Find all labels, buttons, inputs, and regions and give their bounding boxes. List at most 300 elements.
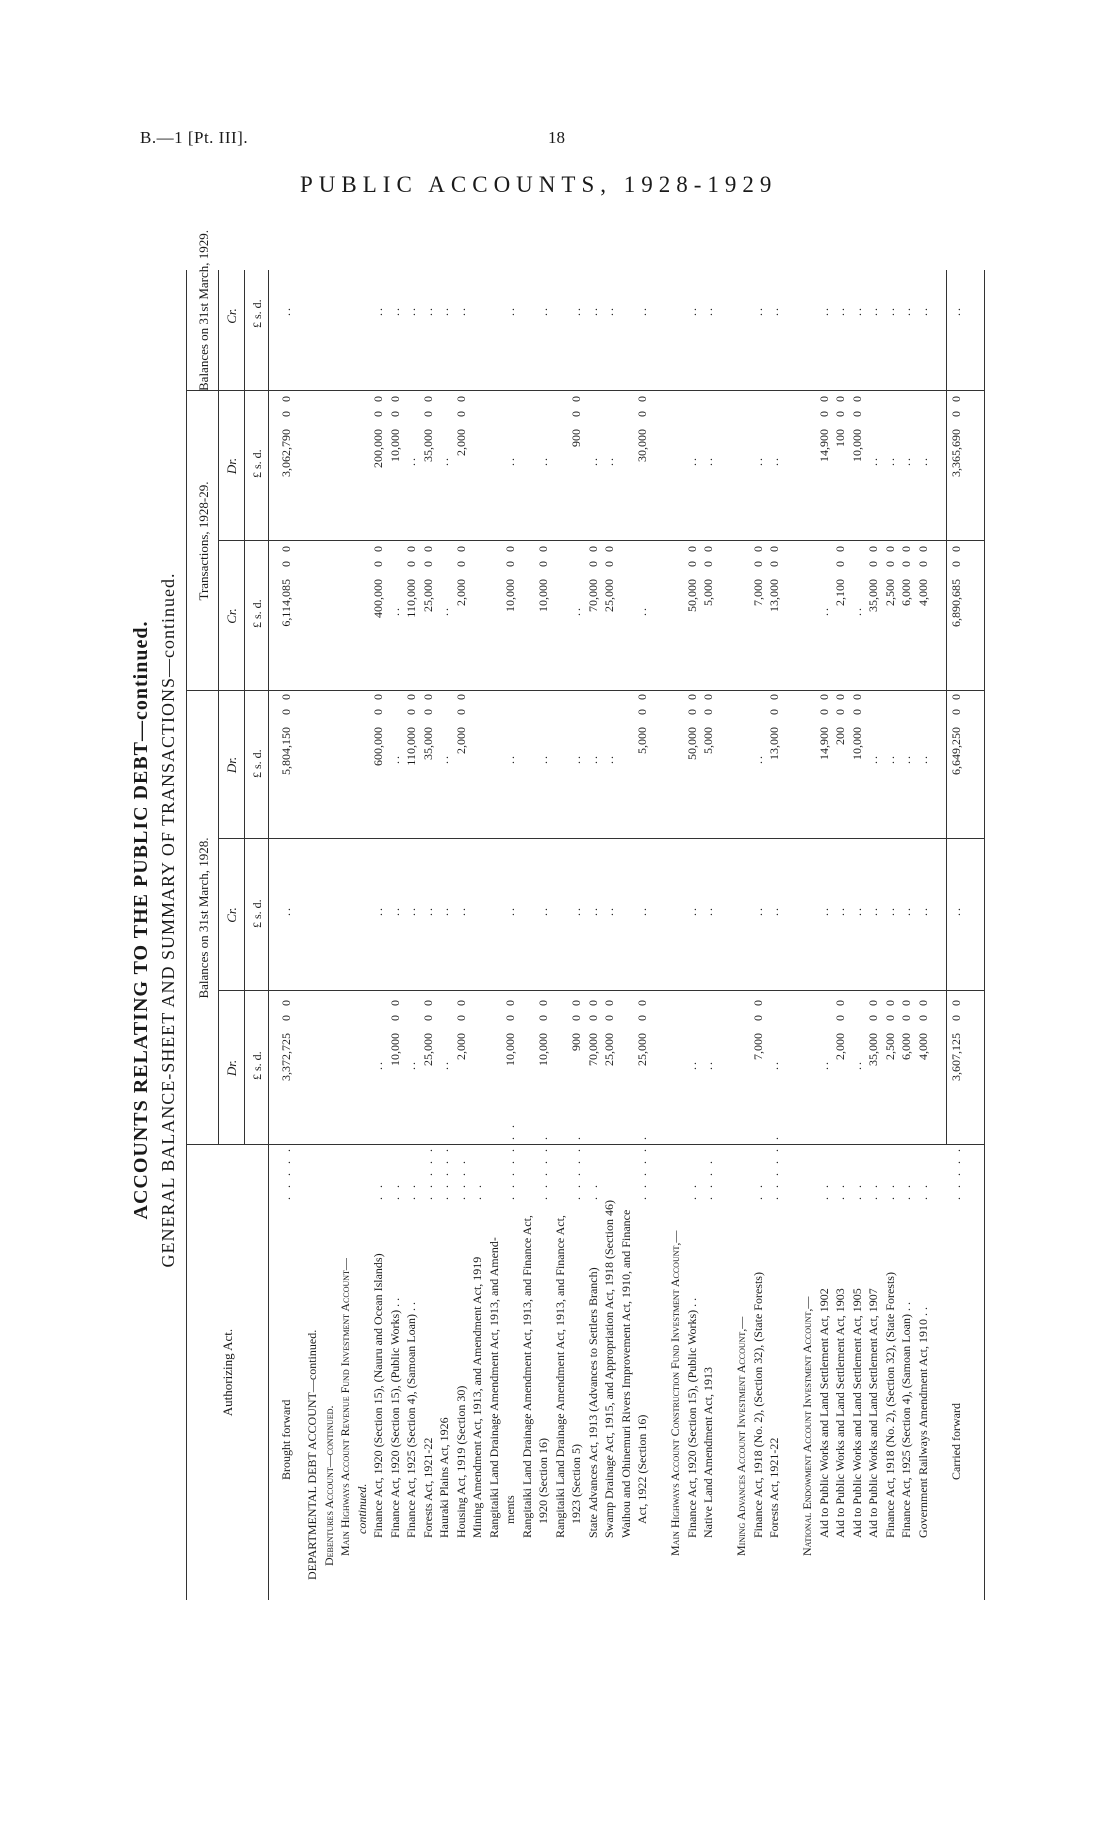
empty-marker: .. (437, 906, 451, 916)
amount-pounds: 2,000 (453, 727, 468, 754)
empty-marker: .. (750, 754, 765, 764)
amount-pence: 0 (279, 546, 293, 552)
table-row (280, 240, 293, 1600)
amount-shillings: 0 (420, 1015, 435, 1021)
leader-dots: . . . . . . (635, 1134, 649, 1200)
amount-pence: 0 (371, 396, 385, 402)
empty-marker: .. (899, 754, 913, 764)
empty-marker: .. (750, 306, 765, 316)
empty-marker: .. (948, 906, 963, 916)
row-label: Finance Act, 1920 (Section 15), (Public Works) . . (387, 1297, 402, 1538)
amount-pounds: 400,000 (371, 579, 385, 618)
amount-pence: 0 (371, 694, 385, 700)
empty-marker: .. (767, 306, 781, 316)
amount-pounds: 3,365,690 (948, 429, 963, 477)
row-label: Finance Act, 1920 (Section 15), (Nauru and Ocean Islands) (371, 1253, 385, 1538)
empty-marker: .. (816, 906, 831, 916)
amount-shillings: 0 (948, 411, 963, 417)
amount-pence: 0 (849, 396, 864, 402)
amount-pence: 0 (503, 1000, 517, 1006)
empty-marker: .. (569, 306, 583, 316)
table-row (867, 240, 880, 1600)
row-label: Finance Act, 1925 (Section 4), (Samoan Loan) . . (404, 1302, 418, 1538)
amount-pence: 0 (767, 694, 781, 700)
amount-shillings: 0 (279, 1015, 293, 1021)
empty-marker: .. (437, 306, 451, 316)
page-reference: B.—1 [Pt. III]. (140, 128, 249, 147)
amount-shillings: 0 (503, 561, 517, 567)
empty-marker: .. (701, 906, 715, 916)
empty-marker: .. (404, 1060, 418, 1070)
row-label: Native Land Amendment Act, 1913 (701, 1367, 715, 1538)
empty-marker: .. (404, 456, 418, 466)
table-row (752, 240, 765, 1600)
row-label: Government Railways Amendment Act, 1910 . . (915, 1307, 930, 1538)
leader-dots: . . (882, 1182, 897, 1200)
empty-marker: .. (387, 606, 402, 616)
amount-pence: 0 (767, 546, 781, 552)
amount-shillings: 0 (849, 709, 864, 715)
amount-pence: 0 (279, 694, 293, 700)
empty-marker: .. (585, 906, 600, 916)
amount-shillings: 0 (899, 561, 913, 567)
amount-pounds: 600,000 (371, 727, 385, 766)
table-row (917, 240, 930, 1600)
amount-shillings: 0 (750, 561, 765, 567)
subhead-dr-3: Dr. (224, 457, 239, 475)
amount-pounds: 25,000 (635, 1033, 649, 1066)
row-label: Waihou and Ohinemuri Rivers Improvement Act, 1910, and Finance (618, 1209, 633, 1538)
empty-marker: .. (767, 1060, 781, 1070)
empty-marker: .. (833, 306, 847, 316)
amount-pounds: 200 (833, 727, 847, 745)
amount-pounds: 200,000 (371, 429, 385, 468)
row-label: Main Highways Account Construction Fund Investment Account,— (668, 1230, 682, 1556)
table-row (719, 240, 732, 1600)
empty-marker: .. (701, 456, 715, 466)
amount-pence: 0 (816, 694, 831, 700)
table-row (306, 240, 319, 1600)
amount-shillings: 0 (569, 411, 583, 417)
amount-pence: 0 (635, 1000, 649, 1006)
amount-pence: 0 (849, 694, 864, 700)
amount-shillings: 0 (387, 1015, 402, 1021)
amount-shillings: 0 (684, 709, 699, 715)
table-row (801, 240, 814, 1600)
table-row (537, 240, 550, 1600)
subhead-dr-1: Dr. (224, 1059, 239, 1077)
col-header-balances-1928: Balances on 31st March, 1928. (196, 837, 211, 999)
table-row (620, 240, 633, 1600)
col-header-transactions: Transactions, 1928-29. (196, 481, 211, 601)
leader-dots: . . (684, 1182, 699, 1200)
leader-dots: . . (387, 1182, 402, 1200)
amount-pence: 0 (866, 546, 880, 552)
amount-pounds: 10,000 (503, 1033, 517, 1066)
amount-pence: 0 (569, 1000, 583, 1006)
empty-marker: .. (569, 606, 583, 616)
amount-pounds: 4,000 (915, 579, 930, 606)
amount-shillings: 0 (948, 1015, 963, 1021)
amount-pounds: 110,000 (404, 579, 418, 618)
empty-marker: .. (882, 456, 897, 466)
empty-marker: .. (437, 754, 451, 764)
table-row (471, 240, 484, 1600)
empty-marker: .. (503, 456, 517, 466)
amount-pence: 0 (833, 1000, 847, 1006)
row-label: Aid to Public Works and Land Settlement Act, 1903 (833, 1288, 847, 1538)
table-row (636, 240, 649, 1600)
table-row (653, 240, 666, 1600)
row-label: Forests Act, 1921-22 (420, 1437, 435, 1538)
amount-shillings: 0 (404, 561, 418, 567)
empty-marker: .. (371, 306, 385, 316)
amount-pounds: 70,000 (585, 579, 600, 612)
amount-shillings: 0 (279, 411, 293, 417)
rule-bottom (984, 270, 985, 1600)
amount-shillings: 0 (767, 709, 781, 715)
empty-marker: .. (602, 456, 616, 466)
amount-pounds: 6,890,685 (948, 579, 963, 627)
currency-header-2: £ s. d. (250, 899, 264, 928)
empty-marker: .. (849, 606, 864, 616)
row-label: Rangitaiki Land Drainage Amendment Act, 1913, and Finance Act, (552, 1215, 567, 1538)
amount-shillings: 0 (684, 561, 699, 567)
amount-shillings: 0 (915, 1015, 930, 1021)
empty-marker: .. (404, 906, 418, 916)
table-row (438, 240, 451, 1600)
amount-shillings: 0 (453, 709, 468, 715)
amount-pounds: 25,000 (602, 1033, 616, 1066)
amount-shillings: 0 (371, 411, 385, 417)
amount-pence: 0 (279, 1000, 293, 1006)
empty-marker: .. (882, 754, 897, 764)
amount-shillings: 0 (585, 1015, 600, 1021)
amount-pounds: 2,500 (882, 1033, 897, 1060)
amount-shillings: 0 (882, 561, 897, 567)
table-row (356, 240, 369, 1600)
empty-marker: .. (585, 306, 600, 316)
amount-pence: 0 (420, 546, 435, 552)
empty-marker: .. (569, 754, 583, 764)
amount-pounds: 14,900 (816, 727, 831, 760)
subhead-cr-3: Cr. (224, 308, 239, 324)
table-row (950, 240, 963, 1600)
amount-shillings: 0 (585, 561, 600, 567)
leader-dots: . . (915, 1182, 930, 1200)
table-row (851, 240, 864, 1600)
amount-pence: 0 (833, 396, 847, 402)
empty-marker: .. (453, 906, 468, 916)
page-number: 18 (548, 128, 565, 147)
row-label: Finance Act, 1920 (Section 15), (Public Works) . . (684, 1297, 699, 1538)
amount-pounds: 110,000 (404, 727, 418, 766)
amount-pence: 0 (833, 546, 847, 552)
empty-marker: .. (503, 306, 517, 316)
amount-pence: 0 (404, 546, 418, 552)
row-label: continued. (354, 1483, 369, 1534)
amount-pence: 0 (750, 1000, 765, 1006)
empty-marker: .. (750, 906, 765, 916)
amount-pounds: 3,062,790 (279, 429, 293, 477)
amount-shillings: 0 (948, 709, 963, 715)
amount-shillings: 0 (536, 1015, 550, 1021)
amount-shillings: 0 (635, 411, 649, 417)
leader-dots: . . . . . . . (503, 1122, 517, 1200)
amount-pounds: 2,000 (453, 579, 468, 606)
amount-pence: 0 (453, 694, 468, 700)
row-label: DEPARTMENTAL DEBT ACCOUNT—continued. (305, 1329, 319, 1580)
amount-shillings: 0 (701, 561, 715, 567)
empty-marker: .. (437, 1060, 451, 1070)
empty-marker: .. (915, 456, 930, 466)
table-row (933, 240, 946, 1600)
table-row (834, 240, 847, 1600)
leader-dots: . . . . . . (569, 1134, 583, 1200)
amount-shillings: 0 (536, 561, 550, 567)
amount-pence: 0 (387, 396, 402, 402)
amount-shillings: 0 (420, 561, 435, 567)
amount-shillings: 0 (602, 1015, 616, 1021)
row-label: Carried forward (948, 1403, 963, 1480)
empty-marker: .. (585, 754, 600, 764)
table-row (422, 240, 435, 1600)
rule-group (218, 270, 219, 1145)
amount-pounds: 5,000 (701, 579, 715, 606)
amount-pounds: 2,000 (453, 1033, 468, 1060)
amount-pence: 0 (915, 1000, 930, 1006)
amount-pence: 0 (453, 396, 468, 402)
empty-marker: .. (635, 606, 649, 616)
amount-shillings: 0 (833, 411, 847, 417)
leader-dots: . . (816, 1182, 831, 1200)
amount-shillings: 0 (420, 411, 435, 417)
col-header-balances-1929: Balances on 31st March, 1929. (196, 229, 211, 391)
empty-marker: .. (684, 306, 699, 316)
table-row (521, 240, 534, 1600)
empty-marker: .. (279, 906, 293, 916)
amount-pence: 0 (387, 1000, 402, 1006)
amount-pounds: 900 (569, 1033, 583, 1051)
rule-subhead (244, 270, 245, 1145)
currency-header-1: £ s. d. (250, 1051, 264, 1080)
amount-pence: 0 (635, 694, 649, 700)
row-label: Housing Act, 1919 (Section 30) (453, 1385, 468, 1538)
amount-pounds: 2,000 (833, 1033, 847, 1060)
amount-pounds: 3,372,725 (279, 1033, 293, 1081)
amount-pounds: 35,000 (866, 1033, 880, 1066)
amount-pence: 0 (536, 1000, 550, 1006)
amount-shillings: 0 (635, 1015, 649, 1021)
amount-pounds: 50,000 (684, 727, 699, 760)
leader-dots: . . . . (453, 1158, 468, 1200)
empty-marker: .. (701, 306, 715, 316)
amount-pounds: 5,000 (701, 727, 715, 754)
empty-marker: .. (833, 906, 847, 916)
amount-shillings: 0 (371, 709, 385, 715)
amount-pence: 0 (420, 694, 435, 700)
amount-shillings: 0 (387, 411, 402, 417)
amount-shillings: 0 (279, 709, 293, 715)
row-label: Finance Act, 1918 (No. 2), (Section 32), (State Forests) (750, 1272, 765, 1538)
table-row (554, 240, 567, 1600)
amount-pence: 0 (536, 546, 550, 552)
row-label: Finance Act, 1925 (Section 4), (Samoan Loan) . . (899, 1302, 913, 1538)
row-label: Aid to Public Works and Land Settlement Act, 1902 (816, 1288, 831, 1538)
amount-pence: 0 (279, 396, 293, 402)
leader-dots: . . (899, 1182, 913, 1200)
amount-pence: 0 (635, 396, 649, 402)
empty-marker: .. (602, 906, 616, 916)
empty-marker: .. (635, 906, 649, 916)
amount-pounds: 10,000 (387, 1033, 402, 1066)
amount-shillings: 0 (602, 561, 616, 567)
leader-dots: . . (866, 1182, 880, 1200)
amount-pence: 0 (684, 694, 699, 700)
empty-marker: .. (866, 456, 880, 466)
amount-pence: 0 (948, 694, 963, 700)
empty-marker: .. (635, 306, 649, 316)
table-subtitle: GENERAL BALANCE-SHEET AND SUMMARY OF TRANSACTIONS—continued. (158, 572, 178, 1268)
table-row (504, 240, 517, 1600)
empty-marker: .. (503, 906, 517, 916)
amount-shillings: 0 (899, 1015, 913, 1021)
amount-shillings: 0 (635, 709, 649, 715)
amount-pence: 0 (371, 546, 385, 552)
empty-marker: .. (882, 306, 897, 316)
table-row (587, 240, 600, 1600)
empty-marker: .. (750, 456, 765, 466)
amount-pounds: 35,000 (420, 429, 435, 462)
amount-pounds: 2,500 (882, 579, 897, 606)
amount-pounds: 10,000 (536, 579, 550, 612)
empty-marker: .. (371, 1060, 385, 1070)
empty-marker: .. (816, 306, 831, 316)
amount-pence: 0 (701, 546, 715, 552)
leader-dots: . . . . . . (767, 1134, 781, 1200)
amount-shillings: 0 (569, 1015, 583, 1021)
empty-marker: .. (371, 906, 385, 916)
empty-marker: .. (602, 754, 616, 764)
amount-shillings: 0 (420, 709, 435, 715)
amount-pounds: 10,000 (849, 727, 864, 760)
leader-dots: . . . . . . (536, 1134, 550, 1200)
row-label: Mining Amendment Act, 1913, and Amendment Act, 1919 (470, 1256, 484, 1538)
amount-pence: 0 (420, 1000, 435, 1006)
rule-header (268, 270, 269, 1600)
empty-marker: .. (849, 906, 864, 916)
amount-shillings: 0 (404, 709, 418, 715)
leader-dots: . . (750, 1182, 765, 1200)
amount-pence: 0 (882, 1000, 897, 1006)
empty-marker: .. (387, 306, 402, 316)
empty-marker: .. (767, 906, 781, 916)
leader-dots: . . (849, 1182, 864, 1200)
table-row (735, 240, 748, 1600)
amount-shillings: 0 (833, 561, 847, 567)
amount-pounds: 13,000 (767, 727, 781, 760)
table-row (603, 240, 616, 1600)
amount-pounds: 3,607,125 (948, 1033, 963, 1081)
empty-marker: .. (404, 306, 418, 316)
leader-dots: . . (585, 1182, 600, 1200)
amount-pence: 0 (453, 1000, 468, 1006)
amount-pence: 0 (948, 1000, 963, 1006)
amount-pounds: 50,000 (684, 579, 699, 612)
amount-pence: 0 (701, 694, 715, 700)
currency-header-3: £ s. d. (250, 749, 264, 778)
empty-marker: .. (420, 906, 435, 916)
amount-shillings: 0 (767, 561, 781, 567)
empty-marker: .. (453, 306, 468, 316)
amount-pounds: 2,000 (453, 429, 468, 456)
table-row (405, 240, 418, 1600)
empty-marker: .. (536, 754, 550, 764)
amount-pounds: 10,000 (849, 429, 864, 462)
page-title: PUBLIC ACCOUNTS, 1928-1929 (300, 172, 778, 197)
amount-pence: 0 (866, 1000, 880, 1006)
amount-pence: 0 (585, 546, 600, 552)
row-label: 1920 (Section 16) (536, 1438, 550, 1524)
amount-pounds: 6,114,085 (279, 579, 293, 627)
amount-pence: 0 (453, 546, 468, 552)
amount-pounds: 35,000 (420, 727, 435, 760)
table-row (570, 240, 583, 1600)
amount-shillings: 0 (866, 561, 880, 567)
amount-pounds: 14,900 (816, 429, 831, 462)
row-label: Finance Act, 1918 (No. 2), (Section 32), (State Forests) (882, 1272, 897, 1538)
empty-marker: .. (767, 456, 781, 466)
row-label: Act, 1922 (Section 16) (635, 1414, 649, 1524)
amount-pence: 0 (915, 546, 930, 552)
row-label: Mining Advances Account Investment Account,— (734, 1316, 748, 1556)
table-title: ACCOUNTS RELATING TO THE PUBLIC DEBT—continued. (130, 620, 152, 1220)
amount-shillings: 0 (915, 561, 930, 567)
row-label: 1923 (Section 5) (569, 1444, 583, 1524)
amount-pounds: 5,804,150 (279, 727, 293, 775)
empty-marker: .. (849, 1060, 864, 1070)
leader-dots: . . (470, 1182, 484, 1200)
amount-shillings: 0 (453, 411, 468, 417)
amount-pounds: 70,000 (585, 1033, 600, 1066)
row-label: Brought forward (279, 1399, 293, 1480)
amount-pounds: 25,000 (602, 579, 616, 612)
row-label: Forests Act, 1921-22 (767, 1437, 781, 1538)
amount-pounds: 2,100 (833, 579, 847, 606)
leader-dots: . . (833, 1182, 847, 1200)
empty-marker: .. (585, 456, 600, 466)
empty-marker: .. (899, 906, 913, 916)
row-label: Hauraki Plains Act, 1926 (437, 1417, 451, 1538)
amount-shillings: 0 (833, 709, 847, 715)
amount-shillings: 0 (849, 411, 864, 417)
table-row (900, 240, 913, 1600)
amount-pounds: 25,000 (420, 579, 435, 612)
amount-pence: 0 (948, 396, 963, 402)
amount-pounds: 7,000 (750, 1033, 765, 1060)
table-row (785, 240, 798, 1600)
empty-marker: .. (684, 906, 699, 916)
table-row (339, 240, 352, 1600)
amount-pounds: 10,000 (387, 429, 402, 462)
amount-shillings: 0 (816, 411, 831, 417)
amount-pounds: 6,000 (899, 579, 913, 606)
amount-pence: 0 (503, 546, 517, 552)
row-label: ments (503, 1495, 517, 1524)
amount-pounds: 25,000 (420, 1033, 435, 1066)
leader-dots: . . . . (701, 1158, 715, 1200)
empty-marker: .. (816, 606, 831, 616)
